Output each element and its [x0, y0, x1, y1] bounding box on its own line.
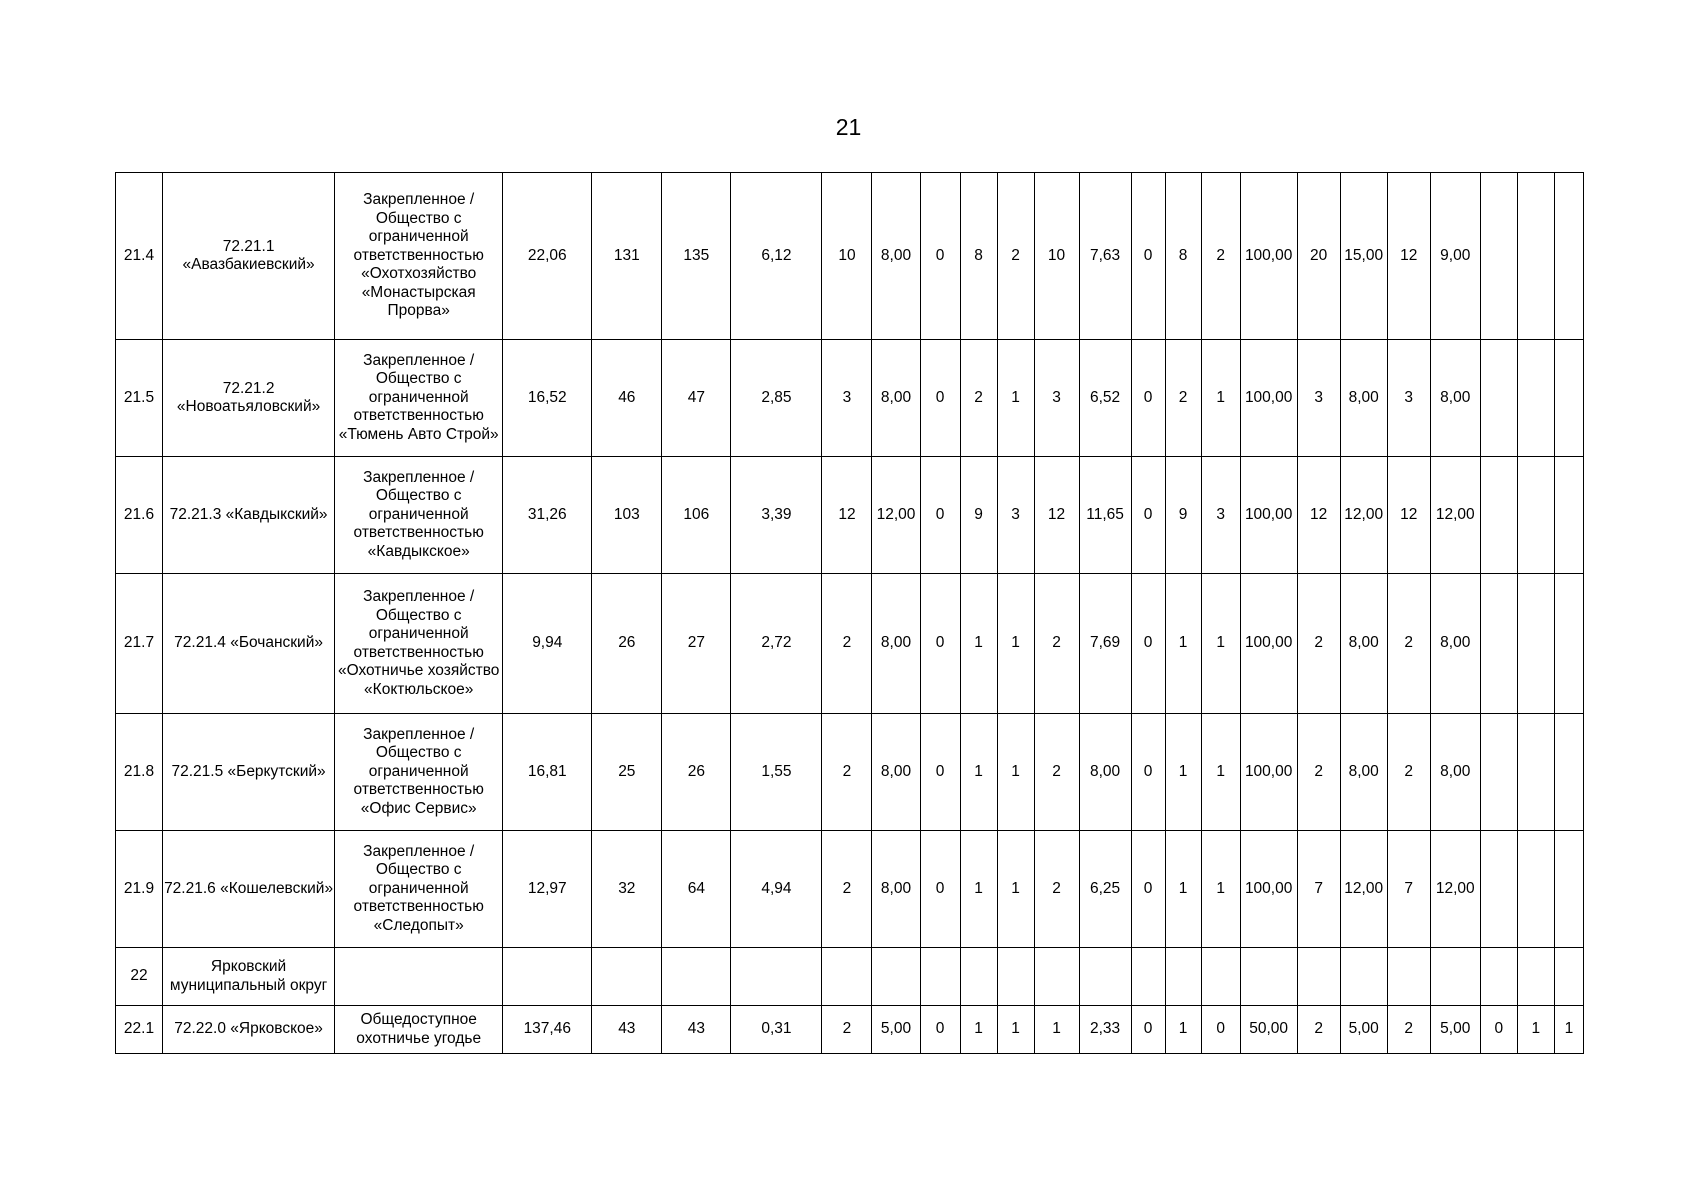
table-row: [116, 457, 1584, 574]
table-cell: 1: [1165, 714, 1201, 831]
table-cell: 137,46: [503, 1006, 592, 1054]
table-cell: [731, 948, 822, 1006]
table-cell: 0: [1131, 831, 1165, 948]
table-cell: 2,72: [731, 574, 822, 714]
table-cell: [1517, 831, 1554, 948]
table-cell: 0: [1201, 1006, 1240, 1054]
table-cell: 21.9: [116, 831, 163, 948]
table-cell: [1480, 714, 1517, 831]
table-cell: 0: [1131, 173, 1165, 340]
table-cell: [1387, 948, 1430, 1006]
table-row: [116, 1006, 1584, 1054]
table-cell: 100,00: [1240, 714, 1297, 831]
table-cell: 15,00: [1340, 173, 1387, 340]
table-cell: 2: [822, 714, 872, 831]
table-cell: 12: [1387, 173, 1430, 340]
table-cell: 21.5: [116, 340, 163, 457]
table-cell: 1: [960, 574, 997, 714]
table-cell: [1034, 948, 1079, 1006]
table-cell: 7,63: [1079, 173, 1131, 340]
table-cell: 12,00: [1430, 831, 1480, 948]
table-cell: 106: [662, 457, 731, 574]
table-cell: 0: [1131, 457, 1165, 574]
table-cell: 1: [960, 714, 997, 831]
table-cell: 2: [1201, 173, 1240, 340]
table-cell: 12: [1387, 457, 1430, 574]
table-cell: [1554, 574, 1583, 714]
table-cell: 8,00: [872, 574, 920, 714]
table-cell: [1480, 574, 1517, 714]
table-cell: Закрепленное / Общество с ограниченной ответственностью «Следопыт»: [335, 831, 503, 948]
table-cell: 21.8: [116, 714, 163, 831]
table-cell: 72.21.4 «Бочанский»: [163, 574, 335, 714]
table-cell: 3: [822, 340, 872, 457]
table-cell: 12: [1034, 457, 1079, 574]
table-cell: 135: [662, 173, 731, 340]
table-cell: 2: [1165, 340, 1201, 457]
table-cell: 20: [1297, 173, 1340, 340]
table-cell: [1517, 173, 1554, 340]
table-cell: 25: [592, 714, 662, 831]
table-cell: 22: [116, 948, 163, 1006]
table-cell: 12,00: [1340, 457, 1387, 574]
table-cell: [1480, 173, 1517, 340]
table-cell: 1: [1165, 574, 1201, 714]
table-cell: 31,26: [503, 457, 592, 574]
table-cell: 12,97: [503, 831, 592, 948]
table-cell: [960, 948, 997, 1006]
table-cell: 64: [662, 831, 731, 948]
table-cell: 5,00: [1340, 1006, 1387, 1054]
table-cell: [1480, 340, 1517, 457]
table-cell: 0: [1480, 1006, 1517, 1054]
table-cell: 8,00: [1430, 574, 1480, 714]
table-cell: 2,33: [1079, 1006, 1131, 1054]
table-cell: 1: [1201, 714, 1240, 831]
table-cell: 72.22.0 «Ярковское»: [163, 1006, 335, 1054]
table-cell: Ярковский муниципальный округ: [163, 948, 335, 1006]
table-cell: 8,00: [872, 173, 920, 340]
table-cell: 43: [592, 1006, 662, 1054]
table-cell: [997, 948, 1034, 1006]
table-cell: 72.21.2 «Новоатьяловский»: [163, 340, 335, 457]
table-cell: 8: [1165, 173, 1201, 340]
table-cell: 12,00: [1430, 457, 1480, 574]
table-cell: 0: [920, 831, 960, 948]
table-cell: 8,00: [1340, 714, 1387, 831]
table-cell: [1079, 948, 1131, 1006]
table-cell: 1: [997, 574, 1034, 714]
table-cell: 47: [662, 340, 731, 457]
table-cell: [1480, 831, 1517, 948]
table-cell: [920, 948, 960, 1006]
table-cell: 27: [662, 574, 731, 714]
table-cell: 100,00: [1240, 340, 1297, 457]
table-cell: 9: [960, 457, 997, 574]
table-row: [116, 173, 1584, 340]
table-row: [116, 948, 1584, 1006]
table-cell: 0: [920, 173, 960, 340]
table-cell: 3: [1387, 340, 1430, 457]
table-cell: Общедоступное охотничье угодье: [335, 1006, 503, 1054]
table-cell: 16,81: [503, 714, 592, 831]
table-cell: 21.4: [116, 173, 163, 340]
table-row: [116, 340, 1584, 457]
table-cell: 1: [1517, 1006, 1554, 1054]
table-cell: 9,94: [503, 574, 592, 714]
table-cell: [335, 948, 503, 1006]
table-cell: 12,00: [872, 457, 920, 574]
table-cell: 100,00: [1240, 457, 1297, 574]
table-cell: 100,00: [1240, 831, 1297, 948]
table-cell: 26: [662, 714, 731, 831]
table-cell: 43: [662, 1006, 731, 1054]
table-cell: 72.21.5 «Беркутский»: [163, 714, 335, 831]
table-cell: 0: [920, 457, 960, 574]
table-cell: 8,00: [1430, 340, 1480, 457]
table-cell: 0: [920, 574, 960, 714]
table-cell: 0: [920, 1006, 960, 1054]
table-cell: [1340, 948, 1387, 1006]
table-cell: [662, 948, 731, 1006]
table-cell: 46: [592, 340, 662, 457]
table-cell: Закрепленное / Общество с ограниченной ответственностью «Офис Сервис»: [335, 714, 503, 831]
table-cell: 50,00: [1240, 1006, 1297, 1054]
table-cell: 1,55: [731, 714, 822, 831]
table-cell: 2: [1387, 714, 1430, 831]
table-cell: [1517, 948, 1554, 1006]
table-cell: 0: [920, 714, 960, 831]
table-cell: 7: [1387, 831, 1430, 948]
table-cell: Закрепленное / Общество с ограниченной ответственностью «Кавдыкское»: [335, 457, 503, 574]
table-cell: [1554, 714, 1583, 831]
table-cell: 0,31: [731, 1006, 822, 1054]
table-cell: 1: [1165, 831, 1201, 948]
table-cell: 2: [1297, 1006, 1340, 1054]
table-cell: [1517, 340, 1554, 457]
table-cell: 2: [960, 340, 997, 457]
table-cell: 7,69: [1079, 574, 1131, 714]
table-cell: 2: [822, 1006, 872, 1054]
table-cell: 21.7: [116, 574, 163, 714]
table-cell: 0: [1131, 574, 1165, 714]
table-cell: 2: [1387, 574, 1430, 714]
table-cell: 2: [1297, 714, 1340, 831]
table-cell: 1: [960, 831, 997, 948]
table-cell: 1: [960, 1006, 997, 1054]
table-cell: 5,00: [1430, 1006, 1480, 1054]
table-cell: 3: [1297, 340, 1340, 457]
table-cell: 1: [1034, 1006, 1079, 1054]
table-cell: 12,00: [1340, 831, 1387, 948]
table-cell: 1: [997, 1006, 1034, 1054]
table-cell: 5,00: [872, 1006, 920, 1054]
table-row: [116, 714, 1584, 831]
table-cell: 6,25: [1079, 831, 1131, 948]
table-cell: 10: [822, 173, 872, 340]
table-cell: Закрепленное / Общество с ограниченной ответственностью «Охотничье хозяйство «Коктюльское»: [335, 574, 503, 714]
table-cell: 16,52: [503, 340, 592, 457]
table-cell: 3: [1034, 340, 1079, 457]
table-cell: 22.1: [116, 1006, 163, 1054]
table-cell: 1: [1201, 831, 1240, 948]
table-cell: [1297, 948, 1340, 1006]
table-cell: 8,00: [872, 340, 920, 457]
table-cell: 6,52: [1079, 340, 1131, 457]
page-number: 21: [835, 114, 862, 140]
table-cell: 1: [997, 340, 1034, 457]
table-cell: 9,00: [1430, 173, 1480, 340]
table-cell: 1: [1165, 1006, 1201, 1054]
table-cell: 3: [1201, 457, 1240, 574]
table-cell: 0: [1131, 714, 1165, 831]
table-cell: 72.21.6 «Кошелевский»: [163, 831, 335, 948]
table-cell: [1517, 574, 1554, 714]
table-cell: 100,00: [1240, 173, 1297, 340]
table-cell: 2: [1034, 574, 1079, 714]
table-cell: 8,00: [1079, 714, 1131, 831]
table-cell: 8,00: [1430, 714, 1480, 831]
table-cell: 21.6: [116, 457, 163, 574]
table-cell: 12: [1297, 457, 1340, 574]
table-cell: 7: [1297, 831, 1340, 948]
table-cell: 8,00: [872, 714, 920, 831]
table-cell: 8: [960, 173, 997, 340]
table-cell: [1554, 457, 1583, 574]
table-cell: 0: [1131, 1006, 1165, 1054]
table-cell: [1554, 831, 1583, 948]
table-cell: [872, 948, 920, 1006]
table-cell: 72.21.1 «Авазбакиевский»: [163, 173, 335, 340]
table-cell: [1554, 948, 1583, 1006]
table-cell: [1201, 948, 1240, 1006]
table-cell: 1: [997, 831, 1034, 948]
table-cell: 2,85: [731, 340, 822, 457]
table-row: [116, 831, 1584, 948]
table-cell: 4,94: [731, 831, 822, 948]
table-cell: 6,12: [731, 173, 822, 340]
table-cell: 8,00: [1340, 340, 1387, 457]
table-cell: 2: [1034, 714, 1079, 831]
table-cell: 131: [592, 173, 662, 340]
table-cell: 1: [1201, 340, 1240, 457]
table-cell: [1554, 340, 1583, 457]
table-cell: [1517, 714, 1554, 831]
table-cell: [1480, 457, 1517, 574]
table-row: [116, 574, 1584, 714]
table-cell: 1: [997, 714, 1034, 831]
table-cell: 2: [1034, 831, 1079, 948]
table-cell: 26: [592, 574, 662, 714]
table-cell: 10: [1034, 173, 1079, 340]
table-cell: [1480, 948, 1517, 1006]
table-cell: [822, 948, 872, 1006]
table-cell: 12: [822, 457, 872, 574]
table-cell: 8,00: [872, 831, 920, 948]
table-cell: [1131, 948, 1165, 1006]
table-cell: Закрепленное / Общество с ограниченной ответственностью «Тюмень Авто Строй»: [335, 340, 503, 457]
table-cell: [1554, 173, 1583, 340]
table-cell: 3,39: [731, 457, 822, 574]
table-cell: Закрепленное / Общество с ограниченной ответственностью «Охотхозяйство «Монастырская Прорва»: [335, 173, 503, 340]
table-cell: [1165, 948, 1201, 1006]
table-cell: 103: [592, 457, 662, 574]
table-cell: [1240, 948, 1297, 1006]
table-cell: 2: [1297, 574, 1340, 714]
table-cell: 2: [1387, 1006, 1430, 1054]
table-cell: 2: [997, 173, 1034, 340]
data-table: [115, 172, 1584, 1054]
table-cell: [1517, 457, 1554, 574]
table-cell: 32: [592, 831, 662, 948]
table-cell: [592, 948, 662, 1006]
table-cell: 1: [1554, 1006, 1583, 1054]
table-cell: 3: [997, 457, 1034, 574]
table-cell: 9: [1165, 457, 1201, 574]
table-cell: 8,00: [1340, 574, 1387, 714]
table-cell: 72.21.3 «Кавдыкский»: [163, 457, 335, 574]
table-cell: 11,65: [1079, 457, 1131, 574]
table-cell: 2: [822, 831, 872, 948]
table-cell: 0: [920, 340, 960, 457]
table-cell: [1430, 948, 1480, 1006]
table-cell: 0: [1131, 340, 1165, 457]
table-cell: 1: [1201, 574, 1240, 714]
table-cell: 22,06: [503, 173, 592, 340]
table-cell: 2: [822, 574, 872, 714]
table-cell: 100,00: [1240, 574, 1297, 714]
table-cell: [503, 948, 592, 1006]
